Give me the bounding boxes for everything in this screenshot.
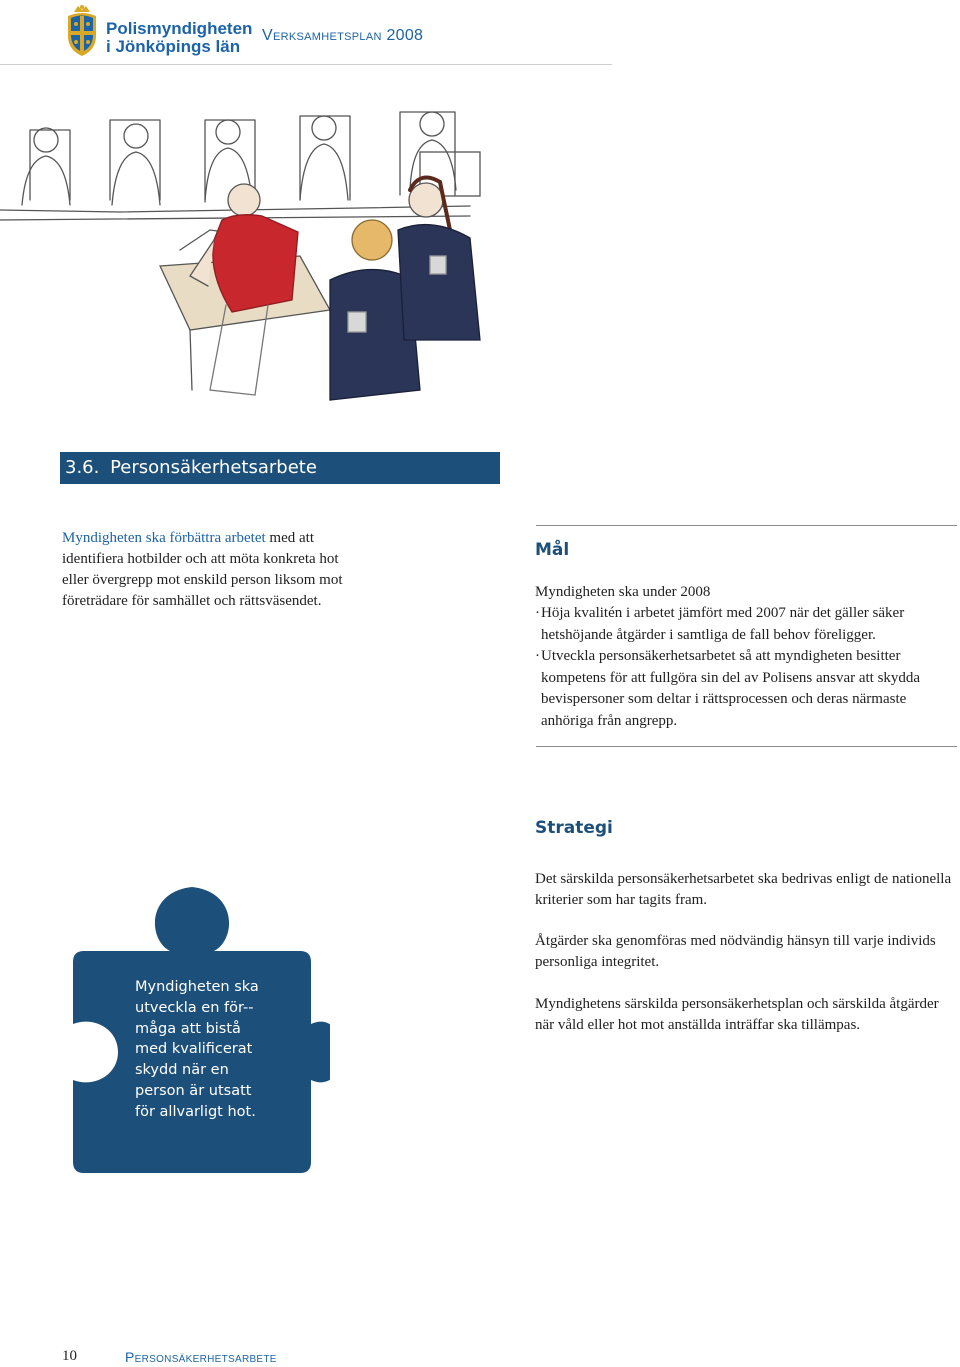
police-crest-icon bbox=[62, 4, 102, 58]
section-number: 3.6. bbox=[65, 457, 100, 478]
document-title: Verksamhetsplan 2008 bbox=[262, 27, 424, 44]
strategy-paragraph: Myndighetens särskilda personsäkerhetsplan och särskilda åtgärder när våld eller hot mot anställda inträffar ska tillämpas. bbox=[535, 996, 939, 1033]
strategy-paragraph: Det särskilda personsäkerhetsarbetet ska bedrivas enligt de nationella kriterier som har tagits fram. bbox=[535, 871, 952, 908]
intro-lead: Myndigheten ska förbättra arbetet bbox=[62, 530, 266, 546]
strategy-heading: Strategi bbox=[535, 818, 613, 838]
goals-heading: Mål bbox=[535, 540, 570, 560]
goal-item-text: Höja kvalitén i arbetet jämfört med 2007 när det gäller säker hetshöjande åtgärder i samtliga de fall behov föreligger. bbox=[541, 605, 905, 643]
goal-item: ·Höja kvalitén i arbetet jämfört med 2007 när det gäller säker hetshöjande åtgärder i samtliga de fall behov föreligger. bbox=[535, 605, 905, 643]
goals-intro: Myndigheten ska under 2008 bbox=[535, 584, 711, 600]
org-line-2: i Jönköpings län bbox=[106, 37, 241, 56]
goal-item: ·Utveckla personsäkerhetsarbetet så att myndigheten besitter kompetens för att fullgöra sin del av Polisens ansvar att skydda bevispersoner som deltar i rättsprocessen och deras närmaste anhöriga från angrepp. bbox=[535, 648, 921, 729]
strategy-paragraph: Åtgärder ska genomföras med nödvändig hänsyn till varje individs personliga integritet. bbox=[535, 933, 936, 970]
intro-paragraph bbox=[62, 528, 352, 612]
goals-top-divider bbox=[536, 525, 957, 526]
goal-item-text: Utveckla personsäkerhetsarbetet så att myndigheten besitter kompetens för att fullgöra sin del av Polisens ansvar att skydda bevispersoner som deltar i rättsprocessen och deras närmaste anhöriga från angrepp. bbox=[541, 648, 921, 729]
goals-list bbox=[530, 603, 958, 732]
goals-bottom-divider bbox=[536, 746, 957, 747]
section-title: Personsäkerhetsarbete bbox=[110, 457, 317, 478]
org-line-1: Polismyndigheten bbox=[106, 19, 253, 38]
footer-title: Personsäkerhetsarbete bbox=[125, 1349, 277, 1365]
intro-text: med att identifiera hotbilder och att möta konkreta hot eller övergrepp mot enskild person liksom mot företrädare för samhället och rättsväsendet. bbox=[62, 530, 343, 609]
page-number: 10 bbox=[62, 1348, 77, 1364]
courtroom-illustration bbox=[0, 90, 520, 435]
section-heading-bar bbox=[60, 452, 500, 484]
organization-name bbox=[106, 20, 252, 56]
callout-text: Myndigheten ska utveckla en för-måga att bistå med kvalificerat skydd när en person är utsatt för allvarligt hot. bbox=[135, 979, 259, 1120]
header-divider bbox=[0, 64, 612, 65]
